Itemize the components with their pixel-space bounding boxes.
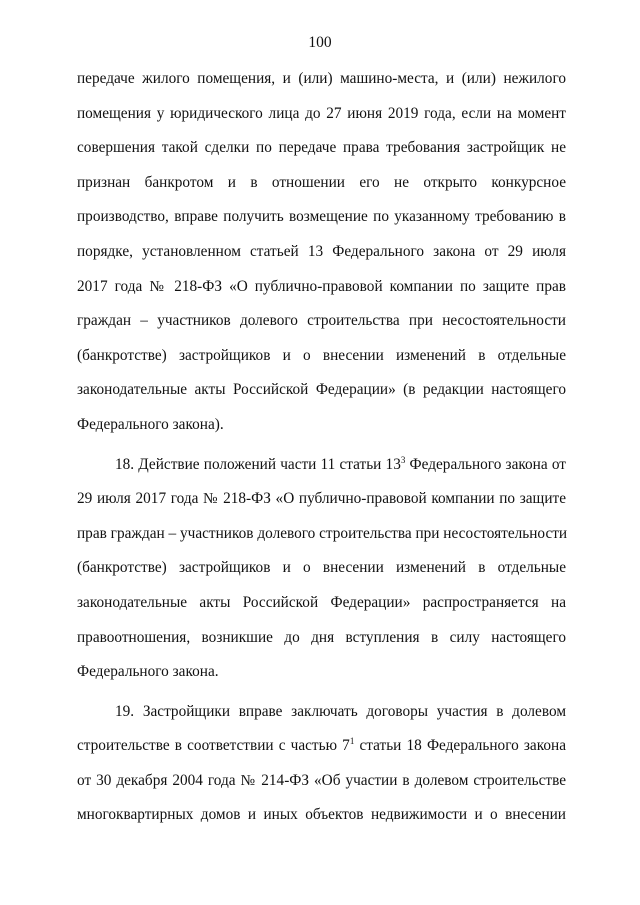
text-line: (банкротстве) застройщиков и о внесении изменений в отдельные	[77, 346, 566, 364]
superscript: 1	[349, 736, 355, 747]
text-line	[77, 695, 566, 730]
text-line: порядке, установленном статьей 13 Федерального закона от 29 июля	[77, 242, 566, 260]
text-line: передаче жилого помещения, и (или) машино-места, и (или) нежилого	[77, 70, 566, 87]
text-fragment: 18. Действие положений части 11 статьи 13	[115, 455, 401, 473]
text-line: (банкротстве) застройщиков и о внесении изменений в отдельные	[77, 559, 566, 577]
text-fragment: 19. Застройщики вправе заключать договоры участия в долевом	[115, 702, 566, 720]
text-line: Федерального закона).	[77, 415, 224, 433]
text-line: граждан – участников долевого строительства при несостоятельности	[77, 312, 566, 330]
paragraph-continuation	[77, 62, 566, 443]
text-line: законодательные акты Российской Федерации» (в редакции настоящего	[77, 381, 566, 399]
text-line: помещения у юридического лица до 27 июня 2019 года, если на момент	[77, 104, 566, 122]
text-line: прав граждан – участников долевого строительства при несостоятельности	[77, 524, 568, 542]
text-line: 2017 года № 218-ФЗ «О публично-правовой компании по защите прав	[77, 277, 566, 295]
text-line	[77, 448, 566, 483]
text-fragment: статьи 18 Федерального закона	[354, 737, 567, 755]
superscript: 3	[400, 454, 406, 465]
text-line: правоотношения, возникшие до дня вступления в силу настоящего	[77, 628, 566, 646]
text-fragment: строительстве в соответствии с частью 7	[77, 737, 350, 755]
text-line: Федерального закона.	[77, 663, 219, 681]
text-line	[77, 729, 566, 764]
text-line: признан банкротом и в отношении его не открыто конкурсное	[77, 173, 566, 191]
text-line: 29 июля 2017 года № 218-ФЗ «О публично-правовой компании по защите	[77, 490, 566, 508]
text-line: многоквартирных домов и иных объектов недвижимости и о внесении	[77, 806, 566, 824]
paragraph-18	[77, 448, 566, 690]
text-line: законодательные акты Российской Федерации» распространяется на	[77, 593, 566, 611]
text-line: совершения такой сделки по передаче права требования застройщик не	[77, 139, 566, 157]
page-number: 100	[308, 34, 332, 51]
paragraph-19	[77, 695, 566, 833]
text-fragment: Федерального закона от	[405, 455, 566, 473]
text-line: производство, вправе получить возмещение по указанному требованию в	[77, 208, 566, 226]
text-line: от 30 декабря 2004 года № 214-ФЗ «Об участии в долевом строительстве	[77, 771, 566, 789]
document-body	[77, 62, 566, 833]
